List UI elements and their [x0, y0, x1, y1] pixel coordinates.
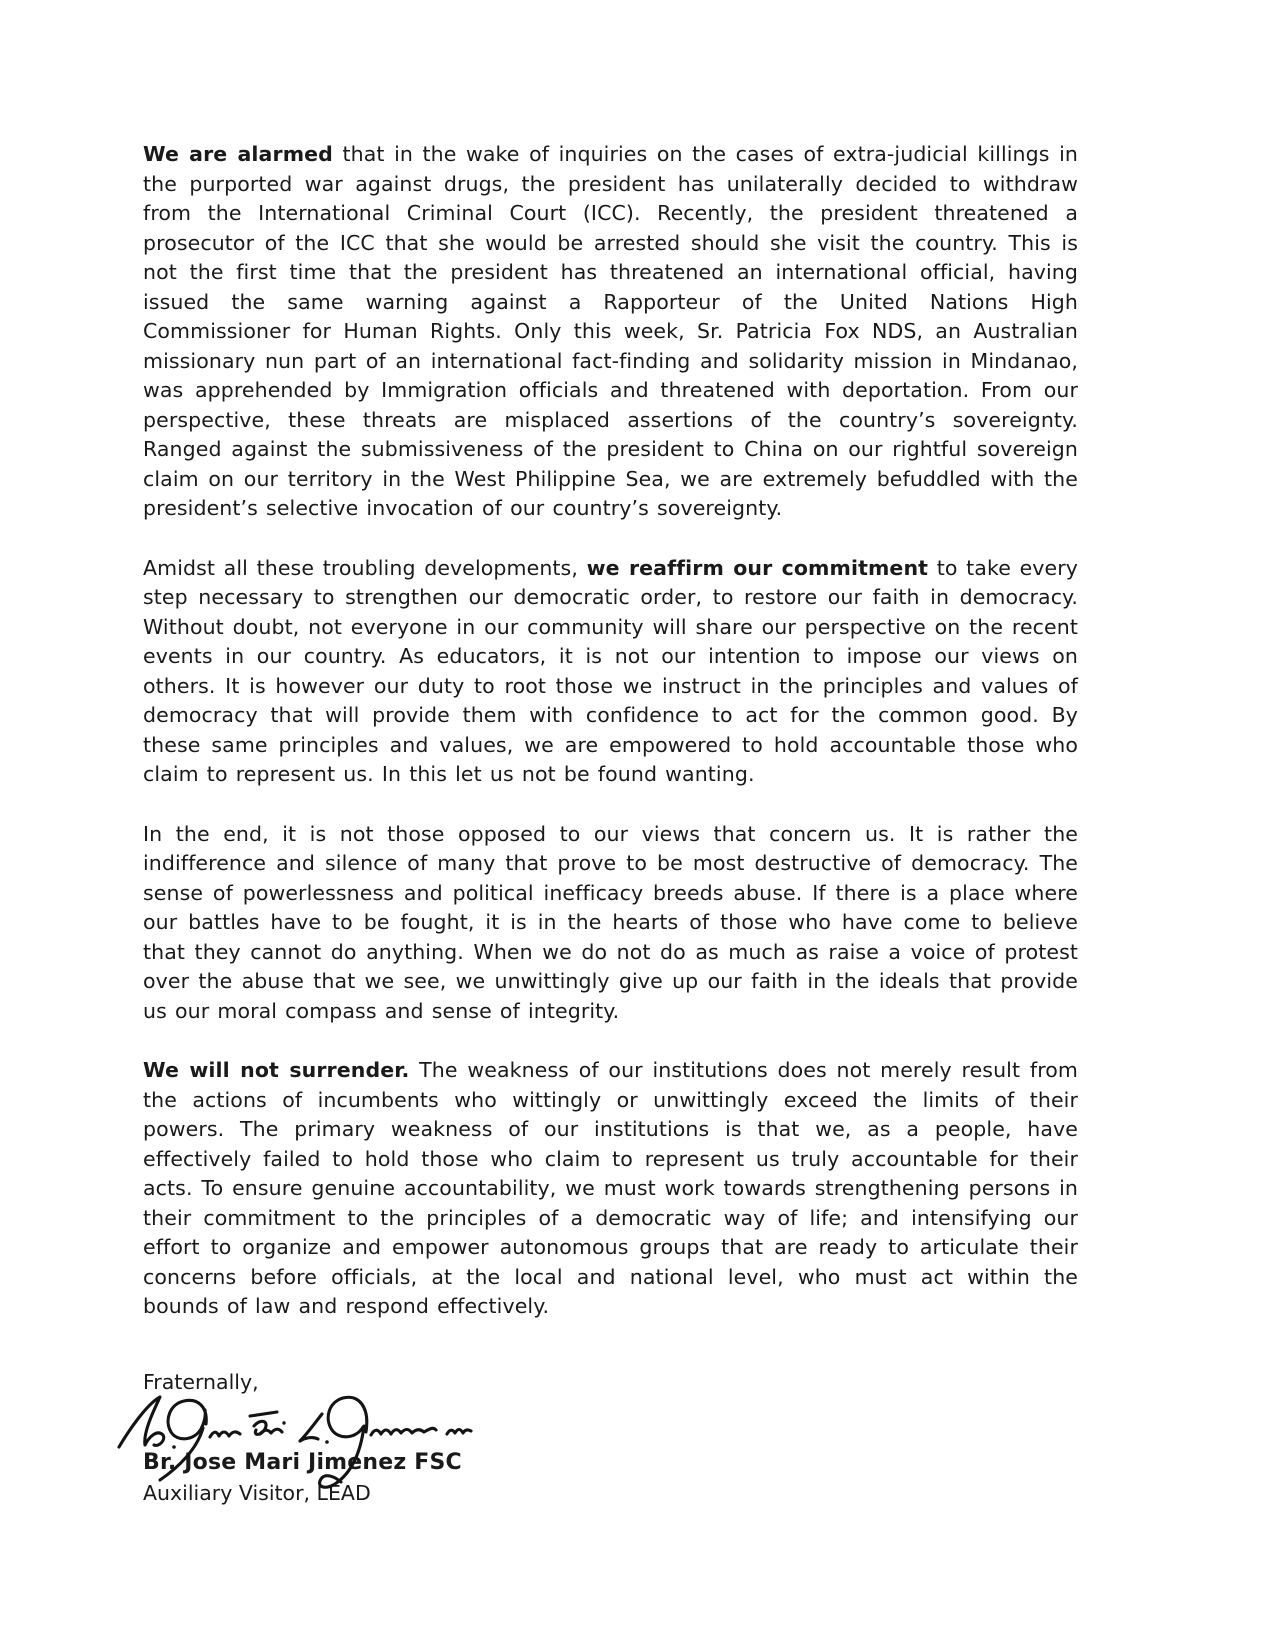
signatory-name: Br. Jose Mari Jimenez FSC: [143, 1450, 462, 1475]
paragraph-bold-text: We are alarmed: [143, 142, 333, 166]
paragraph-bold-text: We will not surrender.: [143, 1058, 410, 1082]
signatory-title: Auxiliary Visitor, LEAD: [143, 1481, 371, 1505]
paragraph: [143, 554, 1078, 790]
closing-salutation: Fraternally,: [143, 1369, 259, 1394]
signature-block: [143, 1449, 1078, 1508]
paragraph-text: In the end, it is not those opposed to our views that concern us. It is rather the indifference and silence of many that prove to be most destructive of democracy. The sense of powerlessness and political inefficacy breeds abuse. If there is a place where our battles have to be fought, it is in the hearts of those who have come to believe that they cannot do anything. When we do not do as much as raise a voice of protest over the abuse that we see, we unwittingly give up our faith in the ideals that provide us our moral compass and sense of integrity.: [143, 821, 1078, 1023]
paragraph-text: to take every step necessary to strengthen our democratic order, to restore our faith in democracy. Without doubt, not everyone in our community will share our perspective on the recent events in our country. As educators, it is not our intention to impose our views on others. It is however our duty to root those we instruct in the principles and values of democracy that will provide them with confidence to act for the common good. By these same principles and values, we are empowered to hold accountable those who claim to represent us. In this let us not be found wanting.: [143, 555, 1078, 786]
paragraph: [143, 1056, 1078, 1322]
paragraph-text: The weakness of our institutions does not merely result from the actions of incumbents who wittingly or unwittingly exceed the limits of their powers. The primary weakness of our institutions is that we, as a people, have effectively failed to hold those who claim to represent us truly accountable for their acts. To ensure genuine accountability, we must work towards strengthening persons in their commitment to the principles of a democratic way of life; and intensifying our effort to organize and empower autonomous groups that are ready to articulate their concerns before officials, at the local and national level, who must act within the bounds of law and respond effectively.: [143, 1058, 1078, 1318]
paragraph-bold-text: we reaffirm our commitment: [586, 555, 929, 580]
paragraph-text: that in the wake of inquiries on the cases of extra-judicial killings in the purported war against drugs, the president has unilaterally decided to withdraw from the International Criminal Court (ICC). Recently, the president threatened a prosecutor of the ICC that she would be arrested should she visit the country. This is not the first time that the president has threatened an international official, having issued the same warning against a Rapporteur of the United Nations High Commissioner for Human Rights. Only this week, Sr. Patricia Fox NDS, an Australian missionary nun part of an international fact-finding and solidarity mission in Mindanao, was apprehended by Immigration officials and threatened with deportation. From our perspective, these threats are misplaced assertions of the country’s sovereignty. Ranged against the submissiveness of the president to China on our rightful sovereign claim on our territory in the West Philippine Sea, we are extremely befuddled with the president’s selective invocation of our country’s sovereignty.: [143, 142, 1078, 520]
paragraph: [143, 140, 1078, 524]
paragraph: [143, 820, 1078, 1027]
paragraphs-container: [143, 140, 1078, 1322]
paragraph-text: Amidst all these troubling developments,: [143, 555, 587, 580]
letter-body: [143, 140, 1078, 1508]
